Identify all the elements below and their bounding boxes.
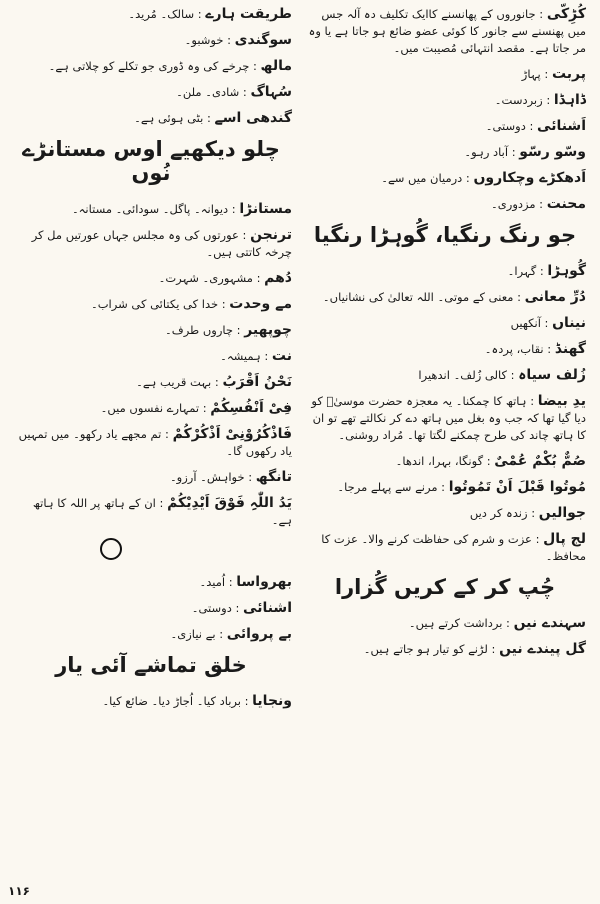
glossary-entry xyxy=(10,84,292,101)
glossary-definition: جانوروں کے پھانسنے کاایک تکلیف دہ آلہ جس میں پھنسنے سے جانور کا کوئی عضو ضائع ہو جاتا ہے یا وہ مر جاتا ہے۔ مقصد انتہائی مُصیبت میں۔ xyxy=(308,7,586,55)
separator: : xyxy=(215,627,227,641)
glossary-entry xyxy=(10,626,292,643)
separator: : xyxy=(502,616,514,630)
left-column xyxy=(10,6,292,719)
separator: : xyxy=(223,33,235,47)
glossary-definition: پہاڑ xyxy=(521,67,541,81)
glossary-term: محنت xyxy=(546,196,586,212)
glossary-entry xyxy=(10,270,292,287)
glossary-term: گھنڈ xyxy=(554,341,586,357)
section-heading: چُپ کر کے کریں گُزارا xyxy=(334,575,556,599)
separator: : xyxy=(155,496,168,510)
glossary-entry xyxy=(304,144,586,161)
glossary-definition: نقاب، پردہ۔ xyxy=(484,342,544,356)
separator: : xyxy=(240,694,253,708)
glossary-term: جوالیں xyxy=(538,505,586,521)
glossary-term: پربت xyxy=(551,66,586,82)
glossary-term: اشنائی xyxy=(243,600,292,616)
glossary-entry xyxy=(10,495,292,529)
glossary-entry xyxy=(304,479,586,496)
separator: : xyxy=(527,506,539,520)
separator: : xyxy=(536,264,548,278)
glossary-term: مے وحدت xyxy=(229,296,292,312)
separator: : xyxy=(211,375,223,389)
glossary-definition: گونگا، بہرا، اندھا۔ xyxy=(395,454,484,468)
glossary-term: بے پروائی xyxy=(226,626,292,642)
glossary-definition: اُمید۔ xyxy=(199,575,226,589)
glossary-definition: بٹی ہوئی ہے۔ xyxy=(134,111,204,125)
glossary-term: فِیْ اَنْفُسِکُمْ xyxy=(210,400,292,416)
glossary-definition: لڑنے کو تیار ہو جاتے ہیں۔ xyxy=(363,642,488,656)
section-heading: چلو دیکھیے اوس مستانڑے نُوں xyxy=(22,137,280,185)
glossary-term: گل پیندے نیں xyxy=(499,641,586,657)
glossary-entry xyxy=(10,6,292,23)
glossary-entry xyxy=(10,227,292,261)
glossary-term: تانگھ xyxy=(255,469,292,485)
glossary-entry xyxy=(10,322,292,339)
glossary-term: گُوہڑا xyxy=(547,263,586,279)
page-number: ۱۱۶ xyxy=(8,884,30,898)
glossary-definition: دوستی۔ xyxy=(191,601,232,615)
separator: : xyxy=(507,368,519,382)
glossary-definition: تم مجھے یاد رکھو۔ میں تمہیں یاد رکھوں گا۔ xyxy=(18,427,292,458)
glossary-definition: بہت قریب ہے۔ xyxy=(136,375,212,389)
separator: : xyxy=(239,85,251,99)
glossary-definition: عزت و شرم کی حفاظت کرنے والا۔ عزت کا محافظ۔ xyxy=(321,532,586,563)
separator: : xyxy=(543,342,555,356)
glossary-term: اَدھکڑے وچکاروں xyxy=(473,170,586,186)
glossary-term: سُہاگ xyxy=(250,84,292,100)
glossary-entry xyxy=(304,6,586,57)
glossary-term: گندھی اسے xyxy=(214,110,292,126)
glossary-term: سوگندی xyxy=(234,32,292,48)
separator: : xyxy=(540,67,552,81)
separator: : xyxy=(260,349,272,363)
separator: : xyxy=(531,532,544,546)
glossary-entry xyxy=(304,505,586,522)
glossary-term: ترنجن xyxy=(250,227,292,243)
glossary-term: مستانڑا xyxy=(239,201,292,217)
circle-mark xyxy=(100,538,122,560)
separator: : xyxy=(231,601,244,615)
glossary-entry xyxy=(10,693,292,710)
separator: : xyxy=(225,575,237,589)
glossary-entry xyxy=(10,110,292,127)
glossary-definition: تمہارے نفسوں میں۔ xyxy=(100,401,200,415)
glossary-definition: چاروں طرف۔ xyxy=(165,323,234,337)
glossary-entry xyxy=(304,315,586,332)
glossary-definition: مشہوری۔ شہرت۔ xyxy=(158,271,253,285)
separator: : xyxy=(161,427,173,441)
glossary-term: اَشنائی xyxy=(537,118,586,134)
glossary-term: نت xyxy=(271,348,292,364)
separator: : xyxy=(218,297,230,311)
glossary-definition: برداشت کرتے ہیں۔ xyxy=(408,616,503,630)
glossary-definition: برباد کیا۔ اُجاڑ دیا۔ ضائع کیا۔ xyxy=(102,694,241,708)
glossary-term: مالھ xyxy=(260,58,292,74)
glossary-term: صُمٌّ بُکْمٌ عُمْیٌ xyxy=(494,453,586,469)
glossary-term: لج پال xyxy=(543,531,586,547)
glossary-entry xyxy=(304,531,586,565)
glossary-entry xyxy=(304,66,586,83)
glossary-definition: سالک۔ مُرید۔ xyxy=(128,7,195,21)
glossary-definition: ان کے ہاتھ پر اللہ کا ہاتھ ہے۔ xyxy=(32,496,292,527)
glossary-entry xyxy=(304,341,586,358)
glossary-term: طریقت ہارے xyxy=(205,6,292,22)
glossary-entry xyxy=(304,170,586,187)
glossary-definition: معنی کے موتی۔ اللہ تعالیٰ کی نشانیاں۔ xyxy=(322,290,514,304)
glossary-definition: آنکھیں xyxy=(510,316,541,330)
glossary-term: کُڑِکّی xyxy=(546,6,586,22)
glossary-term: زُلف سیاہ xyxy=(518,367,586,383)
glossary-term: یَدُ اللّٰہِ فَوْقَ اَیْدِیْکُمْ xyxy=(167,495,292,511)
separator: : xyxy=(194,7,206,21)
glossary-entry xyxy=(304,118,586,135)
glossary-definition: درمیان میں سے۔ xyxy=(381,171,463,185)
glossary-entry xyxy=(304,453,586,470)
right-column xyxy=(304,6,586,667)
separator: : xyxy=(244,470,256,484)
separator: : xyxy=(203,111,215,125)
glossary-definition: شادی۔ ملن۔ xyxy=(176,85,240,99)
glossary-term: سہندے نیں xyxy=(513,615,586,631)
glossary-entry xyxy=(10,296,292,313)
glossary-entry xyxy=(10,600,292,617)
separator: : xyxy=(252,271,265,285)
glossary-entry xyxy=(10,400,292,417)
glossary-entry xyxy=(304,263,586,280)
glossary-definition: زندہ کر دیں xyxy=(469,506,528,520)
separator: : xyxy=(535,7,547,21)
glossary-entry xyxy=(304,367,586,384)
separator: : xyxy=(437,480,449,494)
section-heading: خلق تماشے آئی یار xyxy=(55,653,247,677)
glossary-definition: کالی زُلف۔ اندھیرا xyxy=(418,368,507,382)
glossary-entry xyxy=(304,289,586,306)
glossary-term: دُھم xyxy=(264,270,292,286)
glossary-entry xyxy=(10,574,292,591)
glossary-term: بھرواسا xyxy=(236,574,292,590)
glossary-definition: زبردست۔ xyxy=(494,93,543,107)
glossary-term: مُوتُوا قَبْلَ اَنْ تَمُوتُوا xyxy=(448,479,586,495)
separator: : xyxy=(535,197,547,211)
glossary-term: فَاذْکُرُوْنِیْ اَذْکُرْکُمْ xyxy=(172,426,292,442)
glossary-definition: خوشبو۔ xyxy=(184,33,224,47)
glossary-entry xyxy=(10,32,292,49)
separator: : xyxy=(526,394,538,408)
glossary-entry xyxy=(304,196,586,213)
glossary-term: نیناں xyxy=(552,315,586,331)
glossary-definition: ہاتھ کا چمکنا۔ یہ معجزہ حضرت موسیٰؑ کو دیا گیا تھا کہ جب وہ بغل میں ہاتھ دے کر نکالتے تھے تو ان کا ہاتھ چاند کی طرح چمکنے لگتا تھا۔ مُراد روشنی۔ xyxy=(311,394,586,442)
glossary-entry xyxy=(304,92,586,109)
glossary-term: چوپھیر xyxy=(244,322,292,338)
glossary-definition: عورتوں کی وہ مجلس جہاں عورتیں مل کر چرخہ کاتتی ہیں۔ xyxy=(31,228,292,259)
separator: : xyxy=(238,228,251,242)
separator: : xyxy=(483,454,495,468)
separator: : xyxy=(233,323,245,337)
glossary-definition: آباد رہو۔ xyxy=(464,145,509,159)
glossary-definition: خدا کی یکتائی کی شراب۔ xyxy=(90,297,219,311)
glossary-entry xyxy=(304,641,586,658)
glossary-entry xyxy=(10,374,292,391)
glossary-definition: بے نیازی۔ xyxy=(170,627,216,641)
separator: : xyxy=(249,59,261,73)
separator: : xyxy=(487,642,500,656)
glossary-definition: مزدوری۔ xyxy=(491,197,536,211)
glossary-definition: دیوانہ۔ پاگل۔ سودائی۔ مستانہ۔ xyxy=(71,202,229,216)
glossary-definition: گہرا۔ xyxy=(507,264,537,278)
glossary-definition: ہمیشہ۔ xyxy=(220,349,261,363)
glossary-entry xyxy=(10,348,292,365)
glossary-entry xyxy=(304,393,586,444)
section-heading: جو رنگ رنگیا، گُوہڑا رنگیا xyxy=(313,223,577,247)
separator: : xyxy=(199,401,211,415)
glossary-definition: مرنے سے پہلے مرجا۔ xyxy=(337,480,438,494)
glossary-entry xyxy=(10,469,292,486)
glossary-entry xyxy=(304,615,586,632)
glossary-definition: چرخے کی وہ ڈوری جو تکلے کو چلاتی ہے۔ xyxy=(48,59,250,73)
glossary-definition: خواہش۔ آرزو۔ xyxy=(169,470,245,484)
separator: : xyxy=(513,290,525,304)
separator: : xyxy=(508,145,520,159)
glossary-term: یدِ بیضا xyxy=(537,393,586,409)
separator: : xyxy=(540,316,553,330)
separator: : xyxy=(542,93,554,107)
separator: : xyxy=(525,119,538,133)
glossary-entry xyxy=(10,426,292,460)
glossary-definition: دوستی۔ xyxy=(485,119,526,133)
separator: : xyxy=(462,171,474,185)
glossary-term: ڈاہڈا xyxy=(553,92,586,108)
glossary-entry xyxy=(10,58,292,75)
glossary-term: دُرِّ معانی xyxy=(524,289,586,305)
separator: : xyxy=(228,202,240,216)
glossary-term: وسّو رسّو xyxy=(519,144,586,160)
glossary-entry xyxy=(10,201,292,218)
glossary-term: ونجایا xyxy=(252,693,292,709)
glossary-term: نَحْنُ اَقْرَبُ xyxy=(222,374,292,390)
